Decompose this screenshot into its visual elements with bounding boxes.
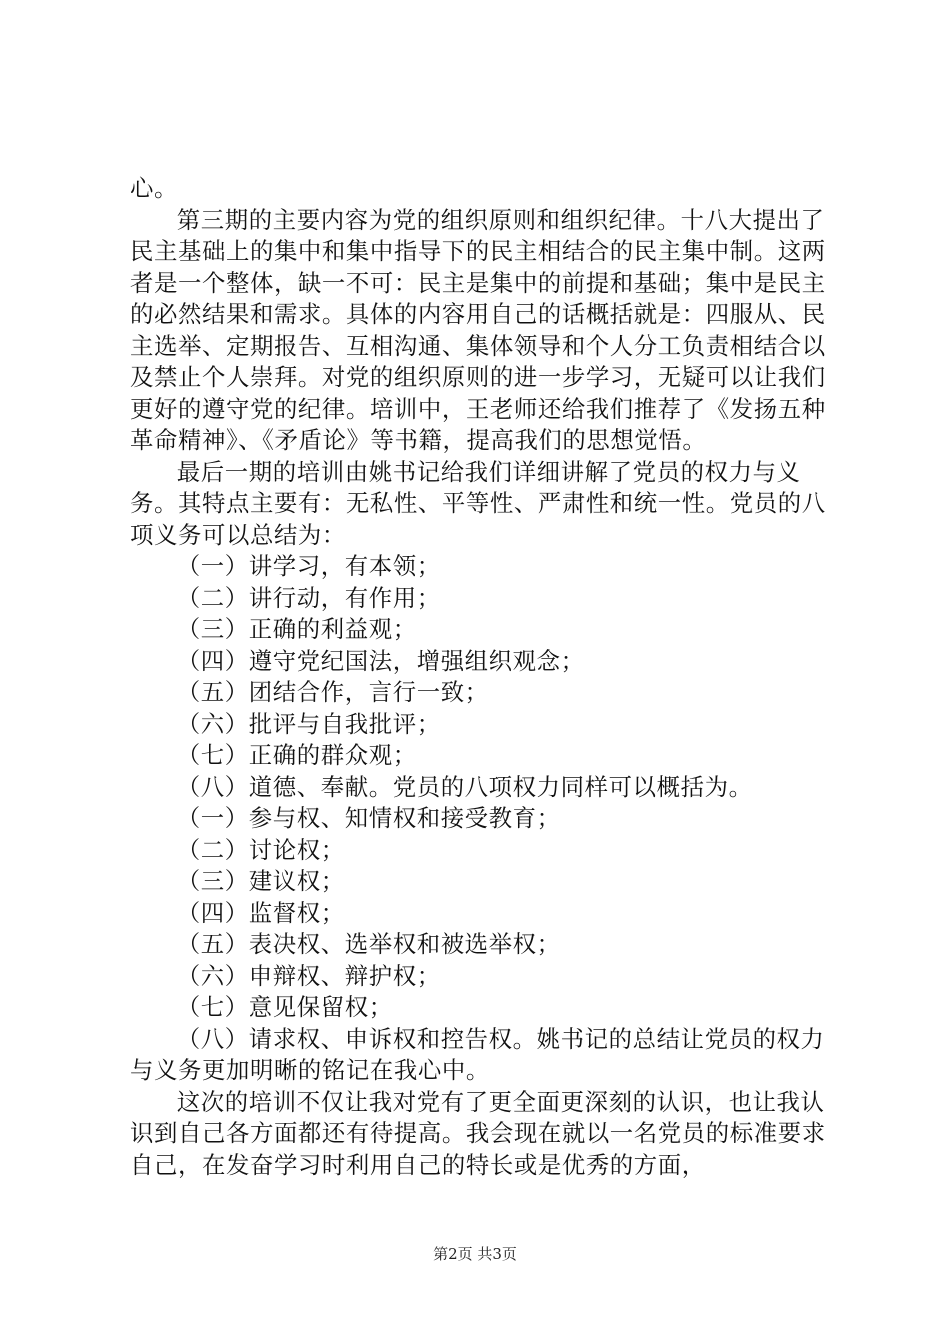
paragraph-continuation: 心。	[130, 174, 178, 202]
list-item: （一）参与权、知情权和接受教育；	[176, 804, 561, 832]
list-item: （五）团结合作，言行一致；	[176, 678, 489, 706]
document-body	[130, 173, 832, 1181]
list-item: （五）表决权、选举权和被选举权；	[176, 930, 561, 958]
list-item: （八）道德、奉献。党员的八项权力同样可以概括为。	[176, 772, 753, 801]
list-item: （七）意见保留权；	[176, 993, 393, 1021]
list-item: （三）正确的利益观；	[176, 615, 417, 643]
list-item: （一）讲学习，有本领；	[176, 552, 441, 580]
list-item: （四）监督权；	[176, 898, 345, 927]
paragraph-rights-duties-intro: 最后一期的培训由姚书记给我们详细讲解了党员的权力与义务。其特点主要有：无私性、平等性、严肃性和统一性。党员的八项义务可以总结为：	[130, 457, 826, 549]
list-item: （六）申辩权、辩护权；	[176, 961, 441, 990]
paragraph-organization-principles: 第三期的主要内容为党的组织原则和组织纪律。十八大提出了民主基础上的集中和集中指导下的民主相结合的民主集中制。这两者是一个整体，缺一不可：民主是集中的前提和基础；集中是民主的必然结果和需求。具体的内容用自己的话概括就是：四服从、民主选举、定期报告、互相沟通、集体领导和个人分工负责相结合以及禁止个人崇拜。对党的组织原则的进一步学习，无疑可以让我们更好的遵守党的纪律。培训中，王老师还给我们推荐了《发扬五种革命精神》、《矛盾论》等书籍，提高我们的思想觉悟。	[130, 205, 826, 454]
duties-list	[130, 551, 832, 803]
paragraph-rights-summary: （八）请求权、申诉权和控告权。姚书记的总结让党员的权力与义务更加明晰的铭记在我心中。	[130, 1024, 825, 1084]
list-item: （二）讨论权；	[176, 835, 345, 864]
rights-list	[130, 803, 832, 1024]
list-item: （三）建议权；	[176, 867, 345, 895]
list-item: （四）遵守党纪国法，增强组织观念；	[176, 646, 585, 675]
list-item: （二）讲行动，有作用；	[176, 583, 441, 612]
list-item: （七）正确的群众观；	[176, 741, 417, 769]
paragraph-conclusion: 这次的培训不仅让我对党有了更全面更深刻的认识，也让我认识到自己各方面都还有待提高。我会现在就以一名党员的标准要求自己，在发奋学习时利用自己的特长或是优秀的方面，	[130, 1087, 826, 1179]
page-footer: 第2页 共3页	[433, 1245, 517, 1263]
list-item: （六）批评与自我批评；	[176, 709, 441, 738]
